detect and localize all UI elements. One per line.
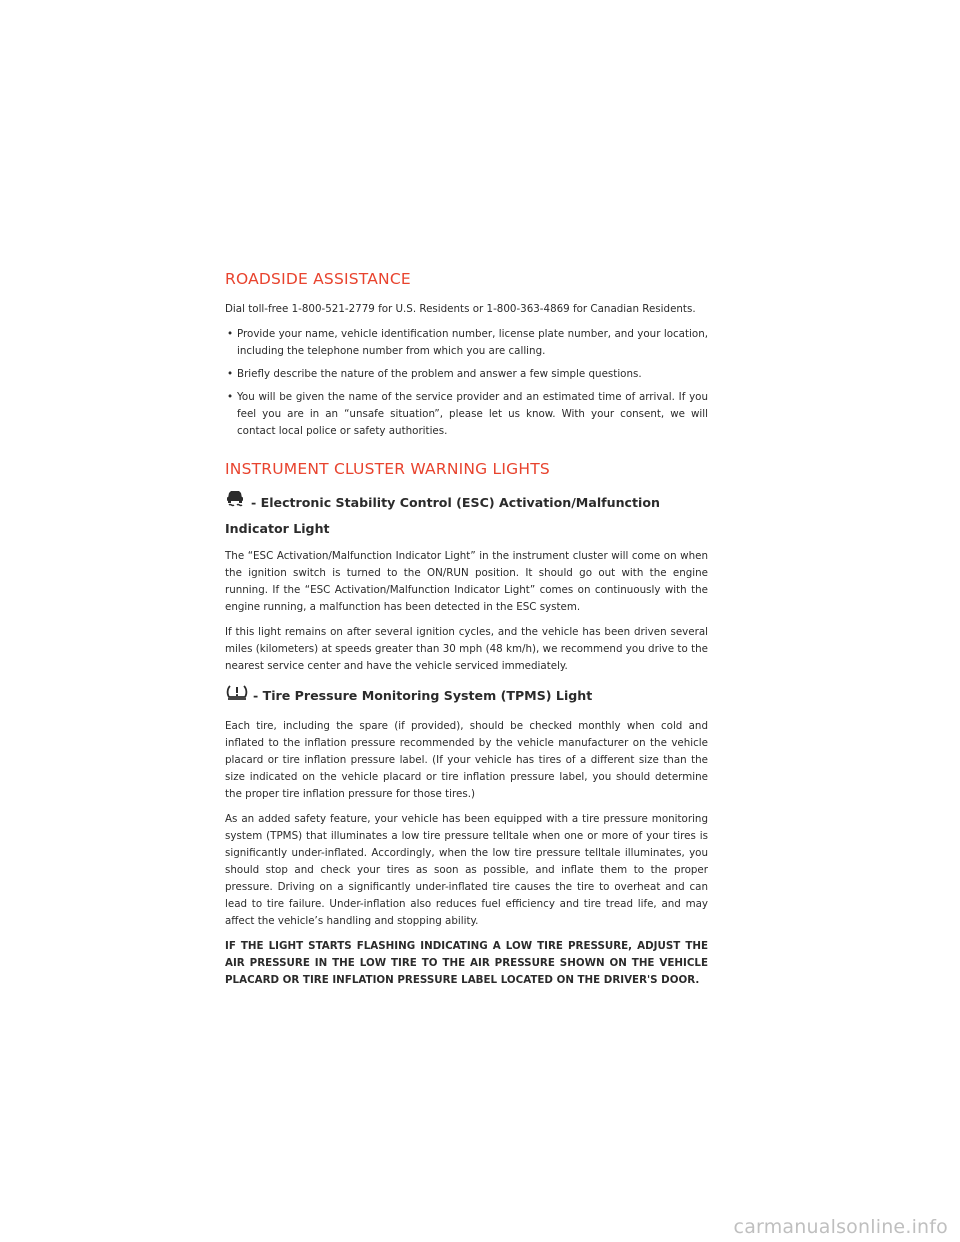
esc-paragraph-1: The “ESC Activation/Malfunction Indicator Light” in the instrument cluster will come on when the ignition switch is turned to the ON/RUN position. It should go out with the engine running. If the “ESC Activation/Malfunction Indicator Light” comes on continuously with the engine running, a malfunction has been detected in the ESC system. bbox=[225, 550, 708, 613]
tpms-heading: - Tire Pressure Monitoring System (TPMS) Light bbox=[225, 683, 708, 710]
warning-lights-title: INSTRUMENT CLUSTER WARNING LIGHTS bbox=[225, 460, 550, 478]
esc-heading: - Electronic Stability Control (ESC) Activation/Malfunction Indicator Light bbox=[225, 490, 708, 540]
roadside-intro: Dial toll-free 1-800-521-2779 for U.S. Residents or 1-800-363-4869 for Canadian Residents. bbox=[225, 303, 696, 315]
tire-pressure-icon bbox=[225, 683, 249, 710]
roadside-bullet-list bbox=[225, 326, 708, 440]
bullet-icon: • bbox=[227, 368, 234, 380]
bullet-icon: • bbox=[227, 328, 234, 340]
esc-paragraph-2: If this light remains on after several ignition cycles, and the vehicle has been driven several miles (kilometers) at speeds greater than 30 mph (48 km/h), we recommend you drive to the nearest service center and have the vehicle serviced immediately. bbox=[225, 626, 708, 672]
list-item: • You will be given the name of the service provider and an estimated time of arrival. If you feel you are in an “unsafe situation”, please let us know. With your consent, we will contact local police or safety authorities. bbox=[227, 391, 708, 437]
manual-page bbox=[225, 268, 708, 989]
esc-skid-car-icon bbox=[225, 490, 247, 517]
list-item: • Provide your name, vehicle identification number, license plate number, and your location, including the telephone number from which you are calling. bbox=[227, 328, 708, 357]
watermark: carmanualsonline.info bbox=[733, 1216, 948, 1238]
tpms-paragraph-2: As an added safety feature, your vehicle has been equipped with a tire pressure monitoring system (TPMS) that illuminates a low tire pressure telltale when one or more of your tires is significantly under-inflated. Accordingly, when the low tire pressure telltale illuminates, you should stop and check your tires as soon as possible, and inflate them to the proper pressure. Driving on a significantly under-inflated tire causes the tire to overheat and can lead to tire failure. Under-inflation also reduces fuel efficiency and tire tread life, and may affect the vehicle’s handling and stopping ability. bbox=[225, 813, 708, 927]
tpms-paragraph-1: Each tire, including the spare (if provided), should be checked monthly when cold and inflated to the inflation pressure recommended by the vehicle manufacturer on the vehicle placard or tire inflation pressure label. (If your vehicle has tires of a different size than the size indicated on the vehicle placard or tire inflation pressure label, you should determine the proper tire inflation pressure for those tires.) bbox=[225, 720, 708, 800]
roadside-assistance-title: ROADSIDE ASSISTANCE bbox=[225, 270, 411, 288]
tpms-caps-warning: IF THE LIGHT STARTS FLASHING INDICATING A LOW TIRE PRESSURE, ADJUST THE AIR PRESSURE IN THE LOW TIRE TO THE AIR PRESSURE SHOWN ON THE VEHICLE PLACARD OR TIRE INFLATION PRESSURE LABEL LOCATED ON THE DRIVER'S DOOR. bbox=[225, 940, 708, 986]
list-item: • Briefly describe the nature of the problem and answer a few simple questions. bbox=[225, 366, 708, 383]
bullet-icon: • bbox=[227, 391, 234, 403]
